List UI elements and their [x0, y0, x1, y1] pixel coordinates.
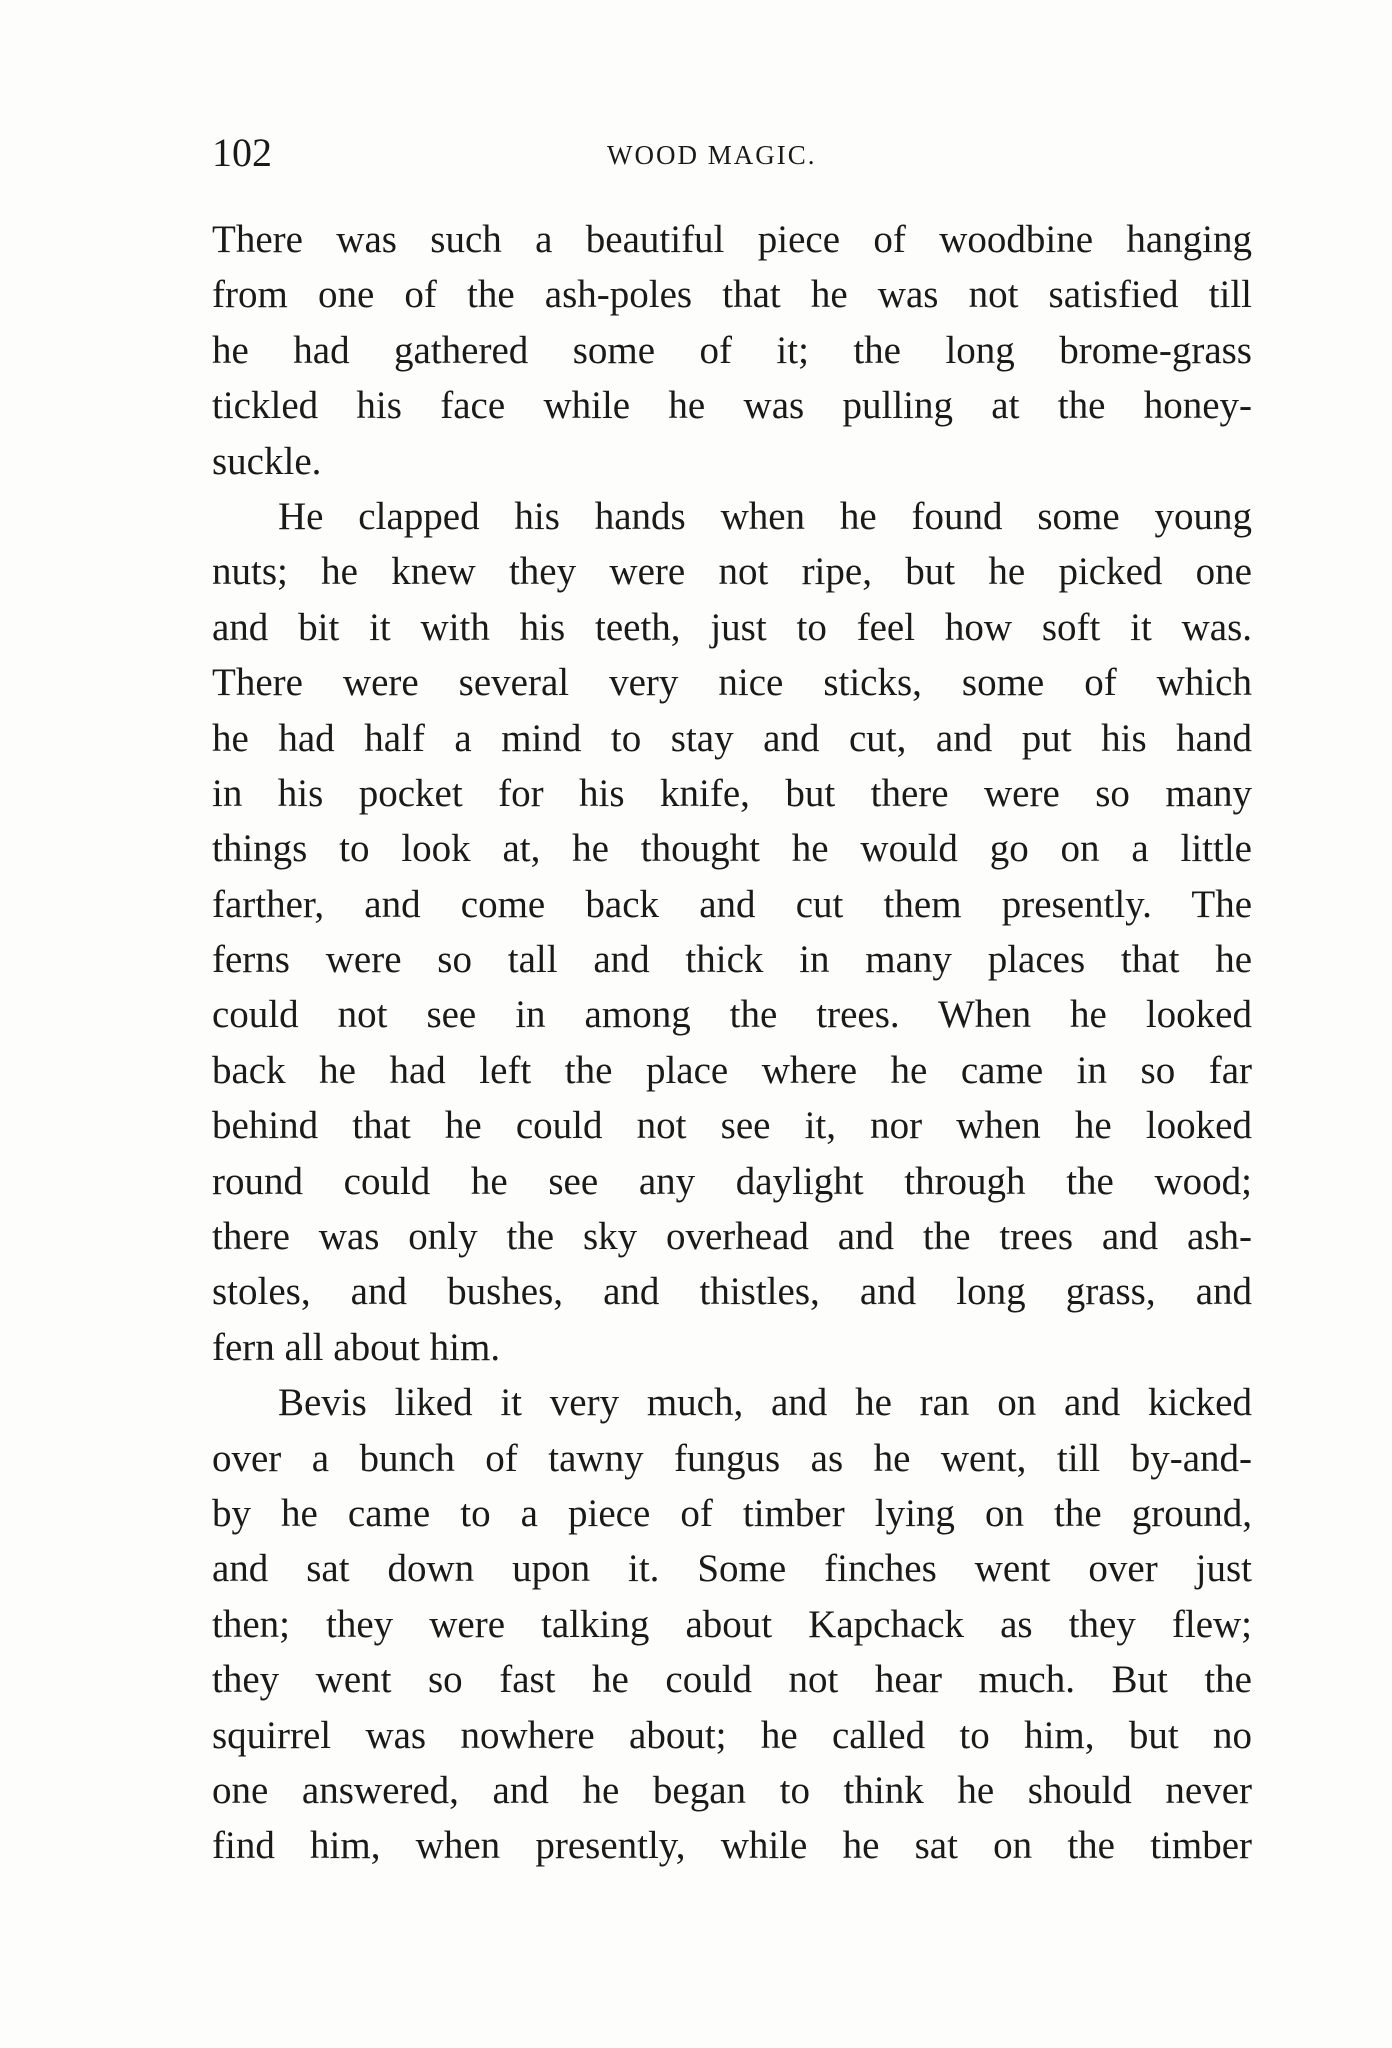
text-line: over a bunch of tawny fungus as he went, till by-and- [212, 1436, 1252, 1480]
text-line: by he came to a piece of timber lying on the ground, [212, 1491, 1252, 1535]
text-line: ferns were so tall and thick in many places that he [212, 938, 1252, 982]
text-line: squirrel was nowhere about; he called to him, but no [212, 1713, 1252, 1757]
running-title: WOOD MAGIC. [607, 140, 817, 170]
text-line: Bevis liked it very much, and he ran on and kicked [278, 1381, 1252, 1425]
text-line: He clapped his hands when he found some young [278, 494, 1252, 538]
text-line: There was such a beautiful piece of woodbine hanging [212, 218, 1252, 261]
text-line: round could he see any daylight through the wood; [212, 1159, 1252, 1203]
text-line: one answered, and he began to think he should never [212, 1768, 1252, 1812]
text-line: in his pocket for his knife, but there were so many [212, 771, 1252, 815]
text-line: then; they were talking about Kapchack as they flew; [212, 1602, 1252, 1646]
paragraph-3 [212, 1375, 1252, 1874]
text-line: find him, when presently, while he sat on the timber [212, 1824, 1252, 1868]
text-line: they went so fast he could not hear much. But the [212, 1658, 1252, 1702]
text-line: stoles, and bushes, and thistles, and long grass, and [212, 1270, 1252, 1314]
text-line: suckle. [212, 439, 322, 483]
page-number: 102 [212, 130, 272, 175]
text-line: behind that he could not see it, nor when he looked [212, 1104, 1252, 1148]
text-line: back he had left the place where he came in so far [212, 1048, 1252, 1092]
text-line: things to look at, he thought he would go on a little [212, 827, 1252, 871]
paragraph-1 [212, 212, 1252, 489]
text-line: tickled his face while he was pulling at the honey- [212, 384, 1252, 428]
text-line: could not see in among the trees. When he looked [212, 993, 1252, 1037]
text-line: and sat down upon it. Some finches went over just [212, 1547, 1252, 1591]
text-line: there was only the sky overhead and the trees and ash- [212, 1215, 1252, 1259]
paragraph-2 [212, 489, 1252, 1375]
text-line: nuts; he knew they were not ripe, but he picked one [212, 550, 1252, 594]
text-line: fern all about him. [212, 1325, 501, 1369]
text-line: farther, and come back and cut them presently. The [212, 882, 1252, 926]
body-text [212, 212, 1252, 1874]
page-header [212, 128, 1252, 178]
text-line: and bit it with his teeth, just to feel how soft it was. [212, 605, 1252, 649]
text-line: There were several very nice sticks, some of which [212, 661, 1252, 705]
text-line: he had gathered some of it; the long brome-grass [212, 328, 1252, 372]
text-line: from one of the ash-poles that he was not satisfied till [212, 273, 1252, 317]
text-line: he had half a mind to stay and cut, and put his hand [212, 716, 1252, 760]
